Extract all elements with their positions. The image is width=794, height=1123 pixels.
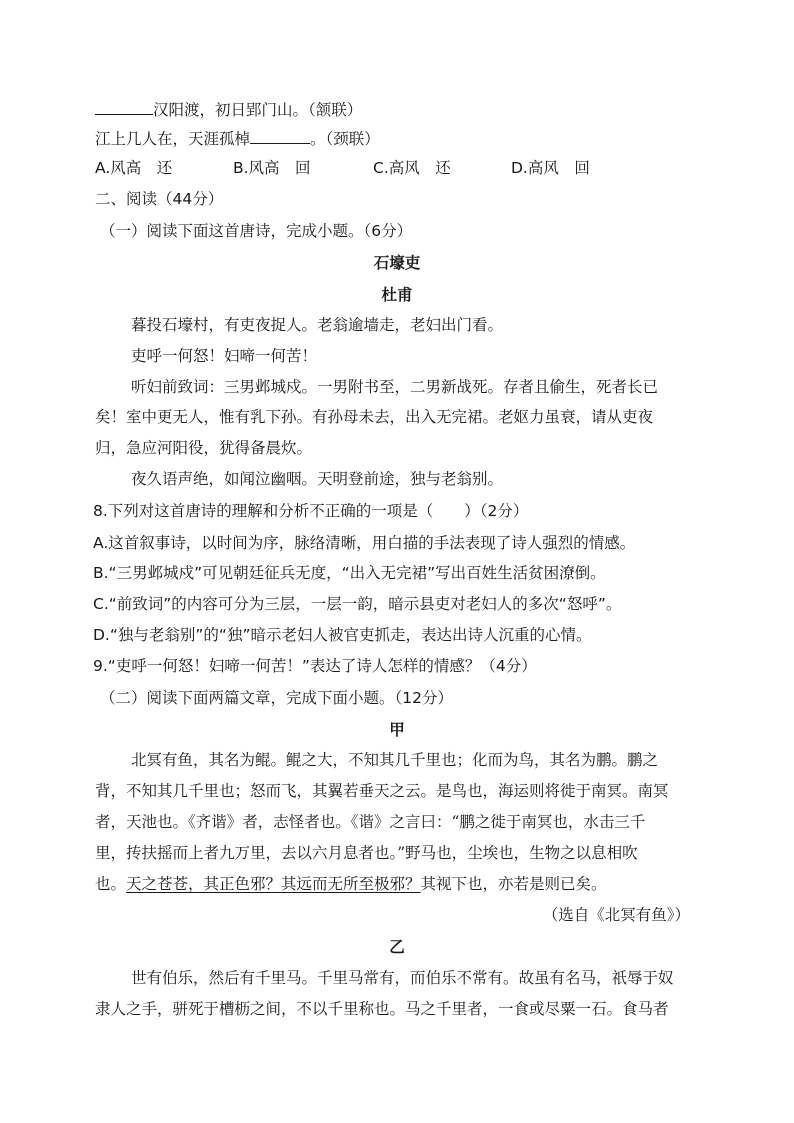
option-a[interactable]: A.风高 还	[95, 159, 173, 177]
poem-line: 吏呼一何怒！妇啼一何苦！	[131, 347, 318, 365]
poem-line-1: 汉阳渡，初日郢门山。（颔联）	[95, 99, 362, 120]
jia-line: 里，抟扶摇而上者九万里，去以六月息者也。”野马也，尘埃也，生物之以息相吹	[95, 844, 638, 862]
option-b[interactable]: B.风高 回	[233, 159, 311, 177]
fill-blank-2[interactable]	[250, 128, 310, 144]
poem-line: 归，急应河阳役，犹得备晨炊。	[95, 439, 313, 457]
poem-line: 暮投石壕村，有吏夜捉人。老翁逾墙走，老妇出门看。	[131, 316, 504, 334]
question-8-stem: 8.下列对这首唐诗的理解和分析不正确的一项是（ ）（2分）	[93, 502, 529, 520]
poem-line: 夜久语声绝，如闻泣幽咽。天明登前途，独与老翁别。	[131, 470, 504, 488]
jia-line: 者，天池也。《齐谐》者，志怪者也。《谐》之言曰：“鹏之徙于南冥也，水击三千	[95, 813, 646, 831]
part1-heading: （一）阅读下面这首唐诗，完成小题。（6分）	[100, 222, 413, 240]
q8-option-b[interactable]: B.“三男邺城戍”可见朝廷征兵无度，“出入无完裙”写出百姓生活贫困潦倒。	[93, 564, 606, 582]
jia-line: 背，不知其几千里也；怒而飞，其翼若垂天之云。是鸟也，海运则将徙于南冥。南冥	[95, 782, 669, 800]
fill-blank-1[interactable]	[95, 99, 153, 115]
poem-line-2: 江上几人在，天涯孤棹 。（颈联）	[95, 130, 380, 148]
poem-line: 听妇前致词：三男邺城戍。一男附书至，二男新战死。存者且偷生，死者长已	[131, 378, 659, 396]
q8-option-d[interactable]: D.“独与老翁别”的“独”暗示老妇人被官吏抓走，表达出诗人沉重的心情。	[93, 626, 592, 644]
q8-option-a[interactable]: A.这首叙事诗，以时间为序，脉络清晰，用白描的手法表现了诗人强烈的情感。	[93, 534, 636, 552]
section-heading: 二、阅读（44分）	[95, 190, 224, 208]
yi-line: 世有伯乐，然后有千里马。千里马常有，而伯乐不常有。故虽有名马，祇辱于奴	[131, 969, 674, 987]
question-9: 9.“吏呼一何怒！妇啼一何苦！”表达了诗人怎样的情感？（4分）	[93, 657, 537, 675]
option-d[interactable]: D.高风 回	[511, 159, 590, 177]
poem-options	[95, 158, 590, 178]
poem-author: 杜甫	[381, 285, 413, 304]
q8-option-c[interactable]: C.“前致词”的内容可分为三层，一层一韵，暗示县吏对老妇人的多次“怒呼”。	[93, 595, 622, 613]
poem-title: 石壕吏	[373, 253, 421, 272]
jia-line: 北冥有鱼，其名为鲲。鲲之大，不知其几千里也；化而为鸟，其名为鹏。鹏之	[131, 751, 659, 769]
poem-line: 矣！室中更无人，惟有乳下孙。有孙母未去，出入无完裙。老妪力虽衰，请从吏夜	[95, 408, 654, 426]
yi-line: 隶人之手，骈死于槽枥之间，不以千里称也。马之千里者，一食或尽粟一石。食马者	[95, 1000, 669, 1018]
jia-last-line: 也。天之苍苍，其正色邪？其远而无所至极邪？其视下也，亦若是则已矣。	[95, 875, 607, 893]
jia-source: （选自《北冥有鱼》）	[542, 906, 690, 924]
text-yi-label: 乙	[389, 937, 405, 956]
part2-heading: （二）阅读下面两篇文章，完成下面小题。（12分）	[100, 689, 453, 707]
underlined-sentence: 天之苍苍，其正色邪？其远而无所至极邪？	[126, 875, 421, 893]
text-jia-label: 甲	[389, 720, 405, 739]
option-c[interactable]: C.高风 还	[373, 159, 451, 177]
